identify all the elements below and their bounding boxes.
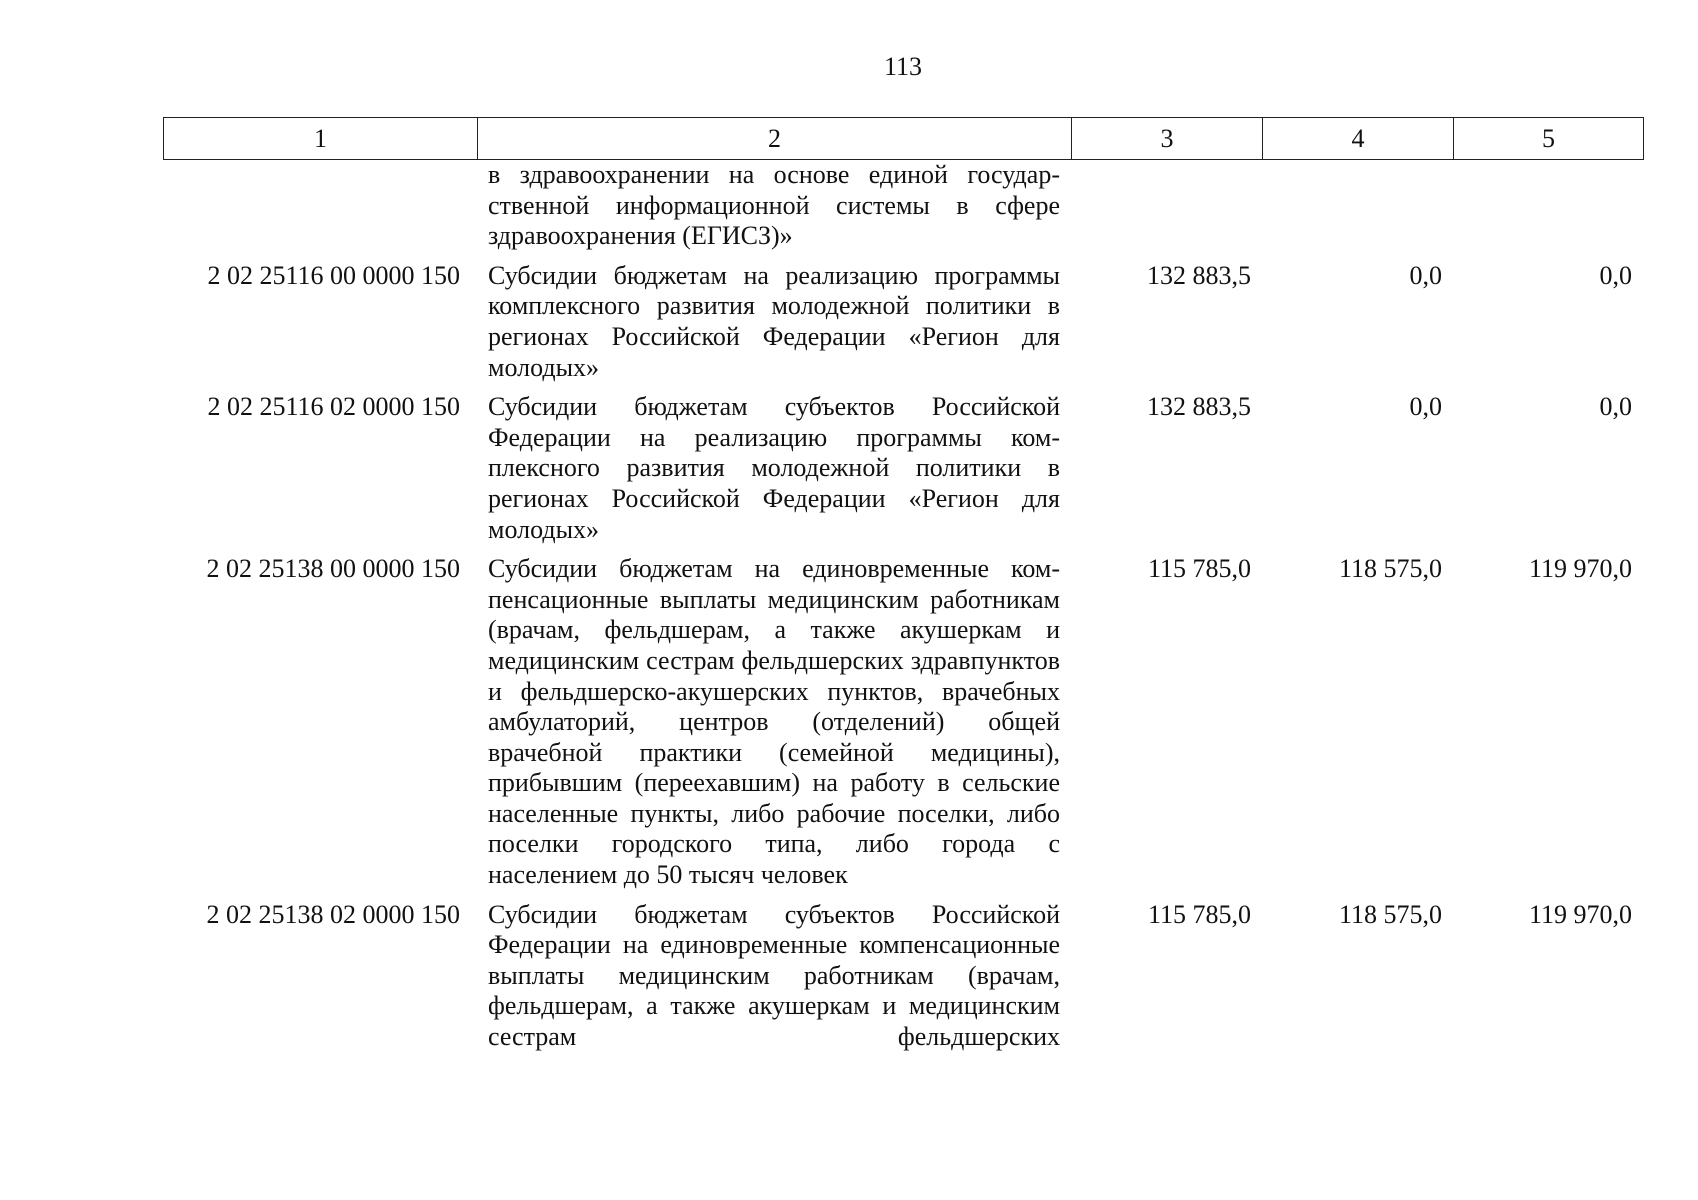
cell-col4: 0,0 xyxy=(1409,392,1442,422)
table-header xyxy=(163,117,1644,160)
header-col-3: 3 xyxy=(1072,118,1263,160)
cell-code: 2 02 25138 02 0000 150 xyxy=(206,899,460,929)
cell-col4: 0,0 xyxy=(1409,260,1442,290)
cell-code: 2 02 25116 02 0000 150 xyxy=(207,392,460,422)
cell-code: 2 02 25138 00 0000 150 xyxy=(206,554,460,584)
cell-col4: 118 575,0 xyxy=(1338,554,1442,584)
cell-col3: 115 785,0 xyxy=(1147,899,1251,929)
page-number: 113 xyxy=(883,52,923,81)
header-col-5: 5 xyxy=(1454,118,1644,160)
cell-empty xyxy=(1071,160,1262,261)
cell-empty xyxy=(1453,160,1643,261)
cell-col3: 132 883,5 xyxy=(1147,392,1251,422)
table-row-continuation xyxy=(163,160,1643,261)
cell-col5: 119 970,0 xyxy=(1528,899,1632,929)
cell-description: в здравоохранении на основе единой государственной информационной системы в сфере здравоохранения (ЕГИСЗ)» xyxy=(488,160,1060,251)
cell-col5: 0,0 xyxy=(1599,392,1632,422)
cell-code: 2 02 25116 00 0000 150 xyxy=(207,260,460,290)
cell-description: Субсидии бюджетам на реализацию программы комплексного развития молодежной политики в регионах Российской Федерации «Регион для молодых» xyxy=(488,260,1060,382)
cell-description: Субсидии бюджетам субъектов Российской Федерации на единовременные компенсационные выплаты медицинским работникам (врачам, фельдшерам, а также акушеркам и медицинским сестрам фельдшерских xyxy=(488,899,1060,1052)
header-col-1: 1 xyxy=(164,118,478,160)
cell-description: Субсидии бюджетам субъектов Российской Федерации на реализацию программы комплексного развития молодежной политики в регионах Российской Федерации «Регион для молодых» xyxy=(488,392,1060,544)
table-row xyxy=(163,900,1643,1053)
cell-col5: 119 970,0 xyxy=(1528,554,1632,584)
cell-col5: 0,0 xyxy=(1599,260,1632,290)
table-body xyxy=(163,160,1643,1053)
cell-code xyxy=(163,160,477,261)
table-row xyxy=(163,554,1643,900)
header-col-2: 2 xyxy=(478,118,1072,160)
cell-empty xyxy=(1262,160,1453,261)
table-row xyxy=(163,261,1643,392)
cell-description: Субсидии бюджетам на единовременные компенсационные выплаты медицинским работникам (врачам, фельдшерам, а также акушеркам и медицинским сестрам фельдшерских здравпунктов и фельдшерско-акушерских пунктов, врачебных амбулаторий, центров (отделений) общей врачебной практики (семейной медицины), прибывшим (переехавшим) на работу в сельские населенные пункты, либо рабочие поселки, либо поселки городского типа, либо города с населением до 50 тысяч человек xyxy=(488,554,1060,890)
header-col-4: 4 xyxy=(1263,118,1454,160)
table-row xyxy=(163,392,1643,554)
cell-col3: 115 785,0 xyxy=(1147,554,1251,584)
cell-col4: 118 575,0 xyxy=(1338,899,1442,929)
header-row xyxy=(164,118,1644,160)
cell-col3: 132 883,5 xyxy=(1147,260,1251,290)
